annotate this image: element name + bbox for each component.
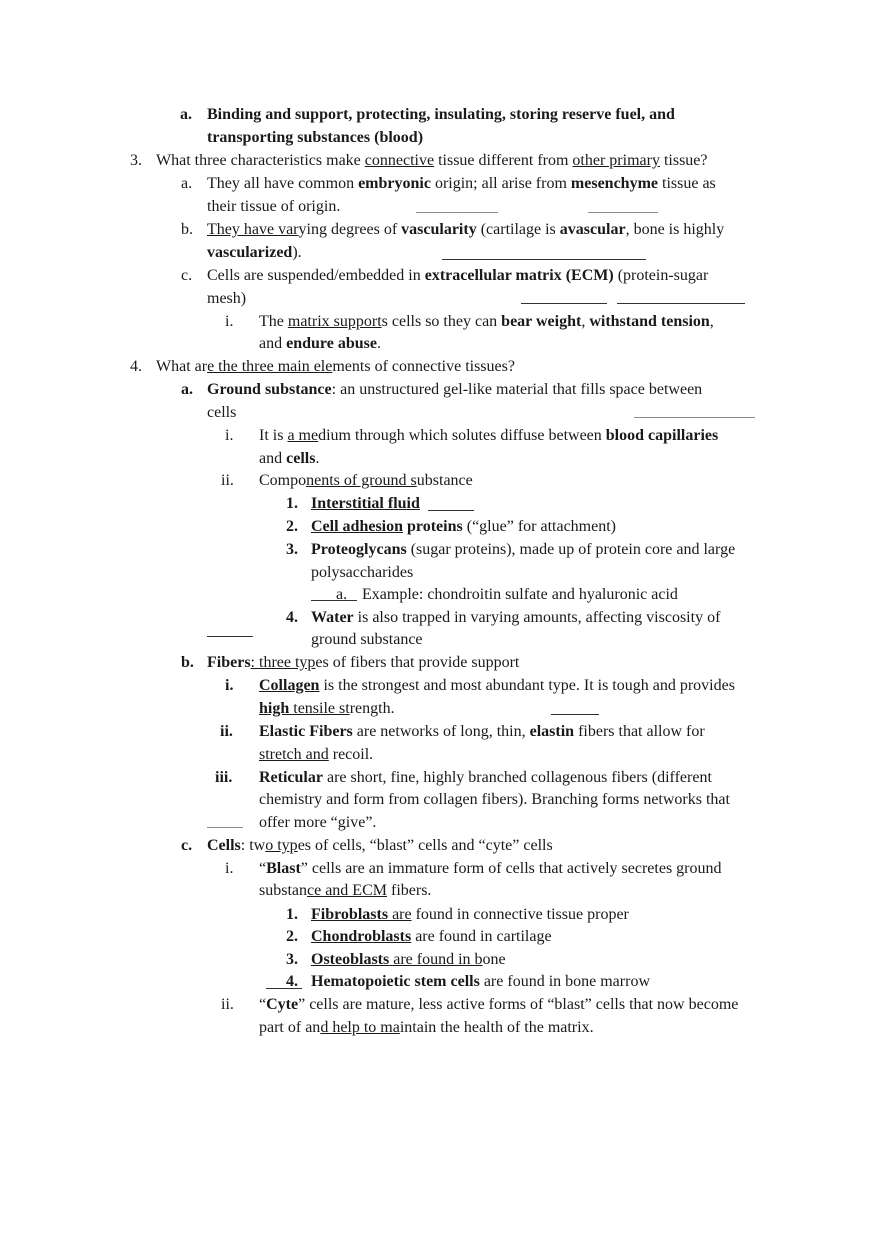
list-marker: 3. <box>286 951 298 968</box>
list-marker: 2. <box>286 928 298 945</box>
list-item-text: The matrix supports cells so they can bear weight, withstand tension, <box>259 313 714 330</box>
list-item-text: Ground substance: an unstructured gel-like material that fills space between <box>207 381 703 398</box>
list-item-text: Cells are suspended/embedded in extracellular matrix (ECM) (protein-sugar <box>207 267 709 284</box>
list-item-text: Hematopoietic stem cells are found in bone marrow <box>311 973 650 990</box>
list-item-text: Example: chondroitin sulfate and hyaluronic acid <box>362 586 678 603</box>
list-item-text: and cells. <box>259 450 320 467</box>
answer-blank <box>428 510 474 511</box>
list-item-text: polysaccharides <box>311 564 414 581</box>
list-marker: i. <box>225 313 234 330</box>
list-item-text: ground substance <box>311 631 423 648</box>
list-item-text: Fibers: three types of fibers that provide support <box>207 654 520 671</box>
list-marker: i. <box>225 427 234 444</box>
list-marker: b. <box>181 654 194 671</box>
list-marker: iii. <box>215 769 233 786</box>
list-item-text: substance and ECM fibers. <box>259 882 432 899</box>
list-item-text: Cells: two types of cells, “blast” cells and “cyte” cells <box>207 837 553 854</box>
answer-blank <box>551 714 599 715</box>
list-item-text: offer more “give”. <box>259 814 377 831</box>
list-item-text: Elastic Fibers are networks of long, thin, elastin fibers that allow for <box>259 723 705 740</box>
list-item-text: It is a medium through which solutes diffuse between blood capillaries <box>259 427 719 444</box>
list-marker: ii. <box>221 472 234 489</box>
list-marker: i. <box>225 860 234 877</box>
list-item-text: Proteoglycans (sugar proteins), made up of protein core and large <box>311 541 736 558</box>
list-marker: 1. <box>286 906 298 923</box>
list-item-text: Reticular are short, fine, highly branched collagenous fibers (different <box>259 769 712 786</box>
list-marker: a. <box>181 381 193 398</box>
list-item-text: their tissue of origin. <box>207 198 341 215</box>
question-number: 4. <box>130 358 142 375</box>
list-item-text: They have varying degrees of vascularity (cartilage is avascular, bone is highly <box>207 221 725 238</box>
list-item-text: and endure abuse. <box>259 335 381 352</box>
list-marker: a. <box>181 175 193 192</box>
list-item-text: part of and help to maintain the health of the matrix. <box>259 1019 594 1036</box>
list-marker: c. <box>181 267 193 284</box>
list-marker: ii. <box>220 723 233 740</box>
list-item-text: Osteoblasts are found in bone <box>311 951 506 968</box>
list-item-text: cells <box>207 404 237 421</box>
answer-blank <box>634 417 755 418</box>
list-item-text: Interstitial fluid <box>311 495 420 512</box>
list-item-text: “Cyte” cells are mature, less active forms of “blast” cells that now become <box>259 996 739 1013</box>
answer-blank <box>311 600 357 601</box>
list-marker: 3. <box>286 541 298 558</box>
list-marker: c. <box>181 837 193 854</box>
answer-blank <box>416 212 498 213</box>
list-item-text: Chondroblasts are found in cartilage <box>311 928 552 945</box>
list-item-text: Water is also trapped in varying amounts, affecting viscosity of <box>311 609 721 626</box>
list-item-text: chemistry and form from collagen fibers). Branching forms networks that <box>259 791 730 808</box>
list-item-text: mesh) <box>207 290 247 307</box>
list-item-text: high tensile strength. <box>259 700 395 717</box>
answer-blank <box>207 827 243 828</box>
answer-blank <box>207 636 253 637</box>
question-text: What three characteristics make connective tissue different from other primary tissue? <box>156 152 708 169</box>
answer-blank <box>617 303 745 304</box>
answer-blank <box>442 259 646 260</box>
list-item-text: They all have common embryonic origin; all arise from mesenchyme tissue as <box>207 175 716 192</box>
list-item-text: “Blast” cells are an immature form of cells that actively secretes ground <box>259 860 722 877</box>
list-marker: 1. <box>286 495 298 512</box>
list-item-text: stretch and recoil. <box>259 746 374 763</box>
question-number: 3. <box>130 152 142 169</box>
answer-blank <box>588 212 658 213</box>
list-marker: i. <box>225 677 234 694</box>
list-marker: a. <box>180 106 192 123</box>
list-item-text: Collagen is the strongest and most abundant type. It is tough and provides <box>259 677 735 694</box>
answer-blank <box>521 303 607 304</box>
list-marker: ii. <box>221 996 234 1013</box>
list-marker: 2. <box>286 518 298 535</box>
list-item-text: Binding and support, protecting, insulating, storing reserve fuel, and <box>207 106 675 123</box>
list-item-text: transporting substances (blood) <box>207 129 424 146</box>
list-marker: 4. <box>286 609 298 626</box>
list-marker: 4. <box>286 973 298 990</box>
list-item-text: Components of ground substance <box>259 472 473 489</box>
list-item-text: Fibroblasts are found in connective tissue proper <box>311 906 629 923</box>
list-marker: a. <box>336 586 348 603</box>
list-item-text: Cell adhesion proteins (“glue” for attachment) <box>311 518 616 535</box>
list-item-text: vascularized). <box>207 244 302 261</box>
list-marker: b. <box>181 221 193 238</box>
question-text: What are the three main elements of connective tissues? <box>156 358 515 375</box>
